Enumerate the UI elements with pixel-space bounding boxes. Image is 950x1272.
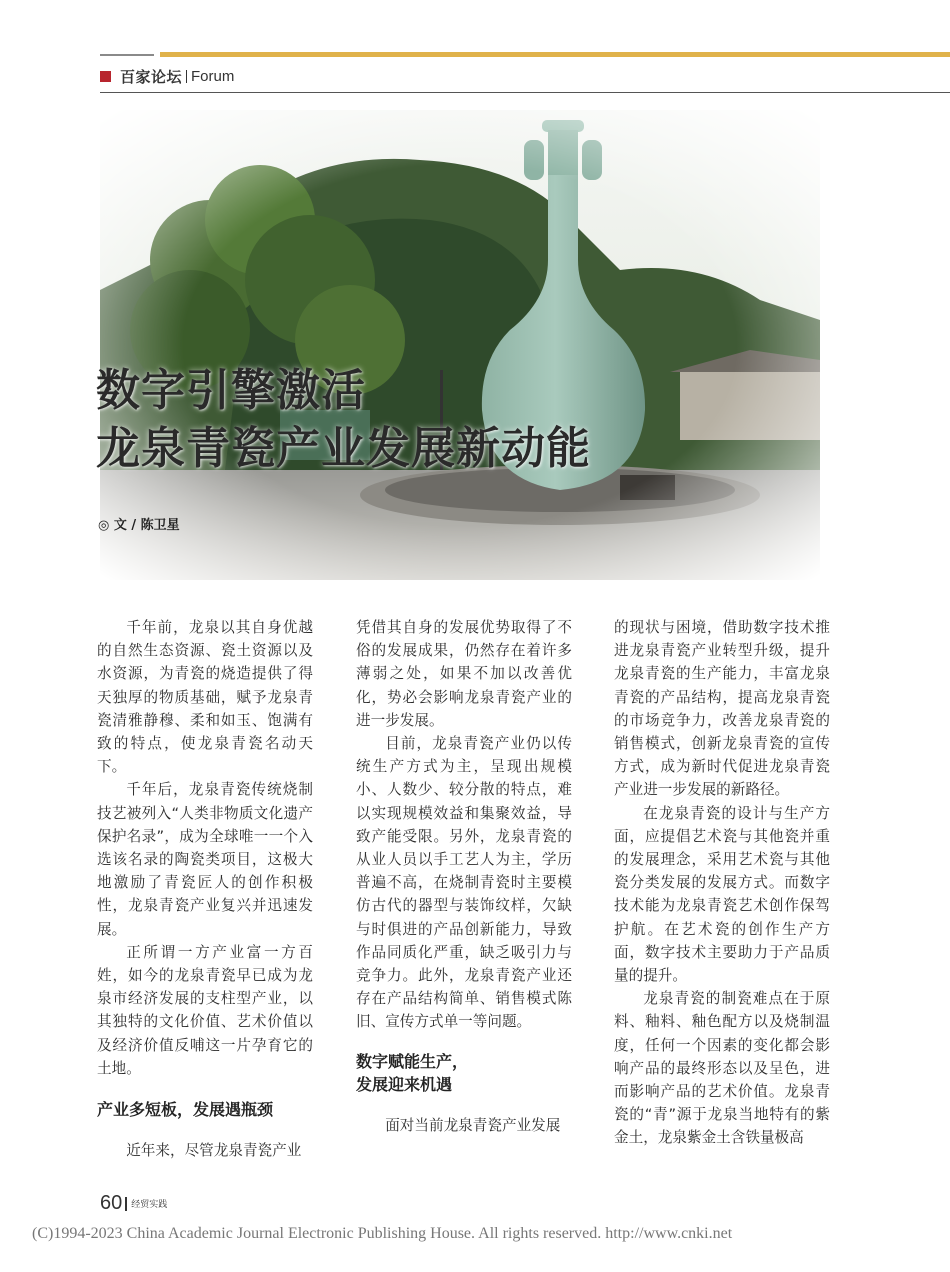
paragraph: 千年后，龙泉青瓷传统烧制技艺被列入“人类非物质文化遗产保护名录”，成为全球唯一一个入选该名录的陶瓷类项目，这极大地激励了青瓷匠人的创作积极性，龙泉青瓷产业复兴并迅速发展。: [97, 781, 313, 938]
section-heading: [356, 1050, 572, 1096]
section-heading-line-2: 发展迎来机遇: [356, 1074, 453, 1094]
column-1: [97, 616, 313, 1162]
article-title: [96, 362, 591, 478]
section-header: [100, 66, 234, 86]
paragraph: 目前，龙泉青瓷产业仍以传统生产方式为主，呈现出规模小、人数少、较分散的特点，难以实现规模效益和集聚效益，导致产能受限。另外，龙泉青瓷的从业人员以手工艺人为主，学历普遍不高，在烧制青瓷时主要模仿古代的器型与装饰纹样，欠缺与时俱进的产品创新能力，导致作品同质化严重，缺乏吸引力与竞争力。此外，龙泉青瓷产业还存在产品结构简单、销售模式陈旧、宣传方式单一等问题。: [356, 735, 572, 1031]
paragraph: 凭借其自身的发展优势取得了不俗的发展成果，仍然存在着许多薄弱之处，如果不加以改善优化，势必会影响龙泉青瓷产业的进一步发展。: [356, 619, 572, 729]
author-byline: ◎ 文 / 陈卫星: [98, 518, 180, 533]
copyright-line: (C)1994-2023 China Academic Journal Electronic Publishing House. All rights reserved. http://www.cnki.net: [32, 1225, 733, 1242]
paragraph: 近年来，尽管龙泉青瓷产业: [126, 1142, 302, 1160]
top-rule-left: [100, 54, 154, 56]
title-line-1: 数字引擎激活: [96, 365, 366, 416]
paragraph: 千年前，龙泉以其自身优越的自然生态资源、瓷土资源以及水资源，为青瓷的烧造提供了得天独厚的物质基础，赋予龙泉青瓷清雅静穆、柔和如玉、饱满有致的特点，使龙泉青瓷名动天下。: [97, 619, 313, 776]
footer-divider: [125, 1197, 127, 1211]
column-2: [356, 616, 572, 1137]
paragraph: 的现状与困境，借助数字技术推进龙泉青瓷产业转型升级，提升龙泉青瓷的生产能力，丰富龙泉青瓷的产品结构，提高龙泉青瓷的市场竞争力，改善龙泉青瓷的销售模式，创新龙泉青瓷的宣传方式，成为新时代促进龙泉青瓷产业进一步发展的新路径。: [614, 619, 830, 799]
page-footer: [100, 1192, 167, 1215]
paragraph: 正所谓一方产业富一方百姓，如今的龙泉青瓷早已成为龙泉市经济发展的支柱型产业，以其独特的文化价值、艺术价值以及经济价值反哺这一片孕育它的土地。: [97, 943, 313, 1077]
section-marker-icon: [100, 71, 111, 82]
section-divider: [186, 70, 187, 83]
section-label-en: Forum: [191, 67, 235, 85]
paragraph: 龙泉青瓷的制瓷难点在于原料、釉料、釉色配方以及烧制温度，任何一个因素的变化都会影响产品的最终形态以及呈色，进而影响产品的艺术价值。龙泉青瓷的“青”源于龙泉当地特有的紫金土，龙泉紫金土含铁量极高: [614, 990, 830, 1147]
column-3: [614, 616, 830, 1150]
vase-landscape-photo-icon: [100, 110, 820, 580]
section-label: 百家论坛: [120, 67, 183, 86]
magazine-name: 经贸实践: [131, 1200, 168, 1210]
section-heading-line-1: 数字赋能生产，: [356, 1051, 469, 1071]
hero-image: [100, 110, 820, 580]
title-line-2: 龙泉青瓷产业发展新动能: [96, 423, 591, 474]
page-number: 60: [100, 1192, 123, 1214]
paragraph: 面对当前龙泉青瓷产业发展: [385, 1116, 561, 1134]
paragraph: 在龙泉青瓷的设计与生产方面，应提倡艺术瓷与其他瓷并重的发展理念，采用艺术瓷与其他瓷分类发展的发展方式。而数字技术能为龙泉青瓷艺术创作保驾护航。在艺术瓷的创作生产方面，数字技术主要助力于产品质量的提升。: [614, 804, 830, 985]
header-rule: [100, 92, 950, 93]
section-heading: 产业多短板，发展遇瓶颈: [97, 1100, 274, 1120]
top-accent-rule: [160, 52, 950, 57]
